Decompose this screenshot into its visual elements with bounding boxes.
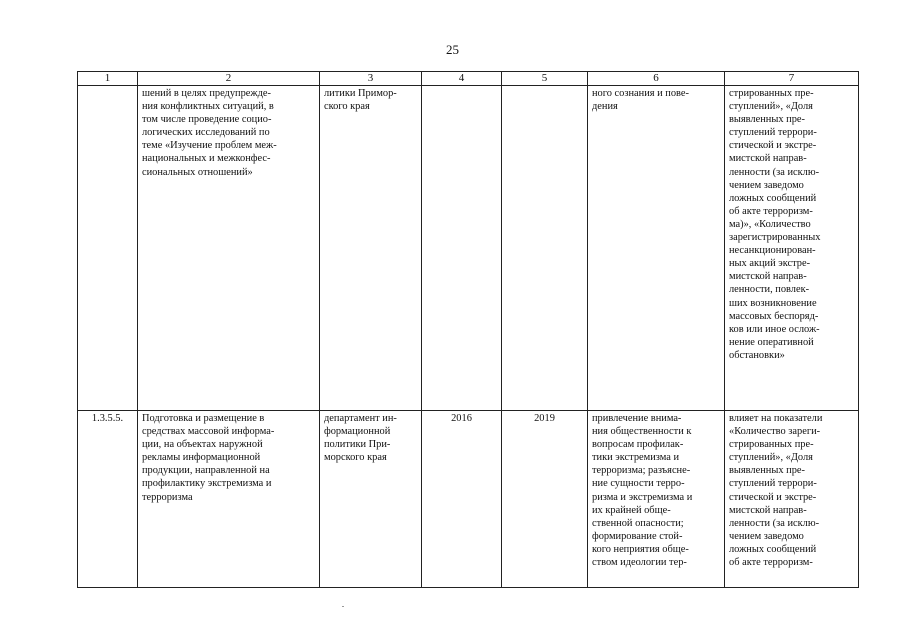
page-number: 25 bbox=[446, 42, 459, 57]
table-cell-start-year bbox=[422, 411, 502, 588]
column-header: 2 bbox=[138, 72, 320, 86]
column-header: 5 bbox=[502, 72, 588, 86]
table-cell-executor bbox=[320, 411, 422, 588]
cell-text: привлечение внима- ния общественности к вопросам профилак- тики экстремизма и терроризма; разъясне- ние сущности терро- ризма и экстремизма и их крайней обще- ственной опасности; формирование стой- кого неприятия обще- ством идеологии тер- bbox=[592, 413, 693, 569]
data-table bbox=[77, 71, 859, 588]
table-cell-indicators bbox=[725, 411, 859, 588]
cell-text: департамент ин- формационной политики При- морского края bbox=[324, 413, 397, 464]
scan-speck bbox=[342, 606, 344, 607]
table-cell-executor bbox=[320, 86, 422, 411]
cell-text: шений в целях предупрежде- ния конфликтных ситуаций, в том числе проведение социо- логических исследований по теме «Изучение проблем меж- национальных и межконфес- сиональных отношений» bbox=[142, 88, 277, 178]
table-cell-start-year bbox=[422, 86, 502, 411]
table-cell-result bbox=[588, 411, 725, 588]
column-header: 6 bbox=[588, 72, 725, 86]
cell-text: Подготовка и размещение в средствах массовой информа- ции, на объектах наружной рекламы информационной продукции, направленной на профилактику экстремизма и терроризма bbox=[142, 413, 275, 503]
table-cell-number bbox=[78, 86, 138, 411]
cell-text: литики Примор- ского края bbox=[324, 88, 397, 113]
cell-text: 1.3.5.5. bbox=[91, 413, 124, 424]
table-header-row bbox=[78, 72, 859, 86]
table-row bbox=[78, 86, 859, 411]
cell-text: влияет на показатели «Количество зареги- стрированных пре- ступлений», «Доля выявленных пре- ступлений террори- стической и экстре- мистской направ- ленности (за исклю- чением заведомо ложных сообщений об акте терроризм- bbox=[729, 413, 823, 569]
table-cell-end-year bbox=[502, 411, 588, 588]
table-cell-result bbox=[588, 86, 725, 411]
cell-text: 2019 bbox=[534, 413, 555, 424]
table-cell-number bbox=[78, 411, 138, 588]
column-header: 1 bbox=[78, 72, 138, 86]
table-cell-indicators bbox=[725, 86, 859, 411]
column-header: 7 bbox=[725, 72, 859, 86]
table-row bbox=[78, 411, 859, 588]
table-cell-event bbox=[138, 86, 320, 411]
cell-text: ного сознания и пове- дения bbox=[592, 88, 689, 113]
column-header: 3 bbox=[320, 72, 422, 86]
table-cell-end-year bbox=[502, 86, 588, 411]
column-header: 4 bbox=[422, 72, 502, 86]
table-cell-event bbox=[138, 411, 320, 588]
cell-text: 2016 bbox=[451, 413, 472, 424]
cell-text: стрированных пре- ступлений», «Доля выявленных пре- ступлений террори- стической и экстре- мистской направ- ленности (за исклю- чением заведомо ложных сообщений об акте терроризм- ма)», «Количество зарегистрированных несанкционирован- ных акций экстре- мистской направ- ленности, повлек- ших возникновение массовых беспоряд- ков или иное ослож- нение оперативной обстановки» bbox=[729, 88, 821, 361]
